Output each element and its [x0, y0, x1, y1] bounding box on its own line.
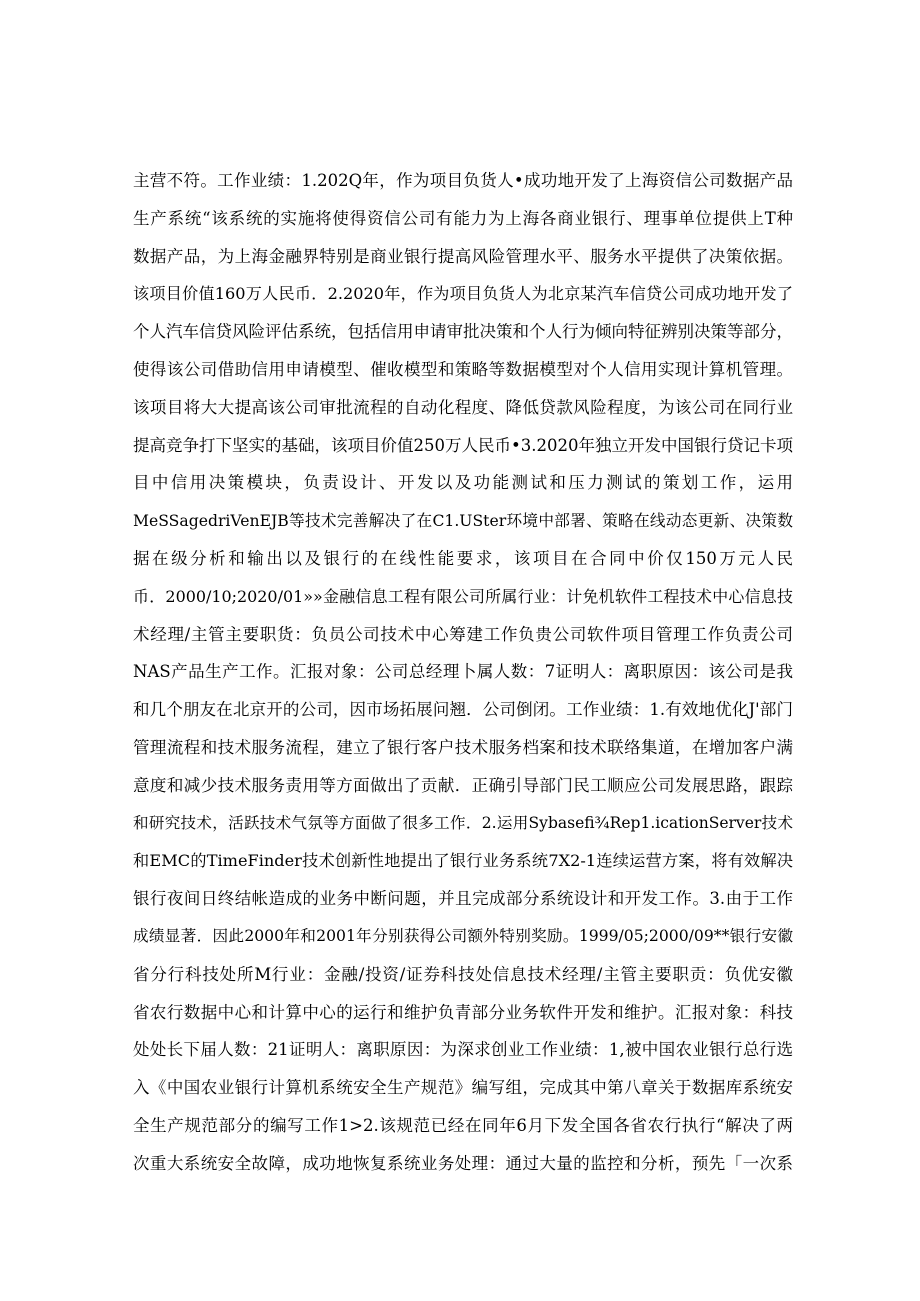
text-line: 成绩显著．因此2000年和2001年分别获得公司额外特别奖励。1999/05;2000/09**银行安徽	[133, 926, 793, 945]
text-line: 个人汽车信贷风险评估系统，包括信用申请审批决策和个人行为倾向特征辨别决策等部分，	[133, 322, 793, 342]
text-line: 次重大系统安全故障，成功地恢复系统业务处理：通过大量的监控和分析，预先「一次系	[133, 1153, 793, 1173]
body-text	[133, 162, 793, 1183]
text-line: 术经理/主管主要职货：负员公司技术中心筹建工作负贵公司软件项目管理工作负责公司	[133, 624, 793, 644]
text-line: 和研究技术，活跃技术气氛等方面做了很多工作．2.运用Sybasefi¾Rep1.icationServer技术	[133, 813, 793, 832]
text-line: 省农行数据中心和计算中心的运行和维护负青部分业务软件开发和维护。汇报对象：科技	[133, 1002, 793, 1022]
text-line: 处处长下届人数：21证明人：离职原因：为深求创业工作业绩：1,被中国农业银行总行选	[133, 1040, 793, 1060]
text-line: 银行夜间日终结帐造成的业务中断问题，并且完成部分系统设计和开发工作。3.由于工作	[133, 889, 793, 909]
text-line: 使得该公司借助信用申请模型、催收模型和策略等数据模型对个人信用实现计算机管理。	[133, 359, 793, 379]
text-line: 该项目将大大提高该公司审批流程的自动化程度、降低贷款风险程度，为该公司在同行业	[133, 397, 793, 417]
text-line: 币．2000/10;2020/01»»金融信息工程有限公司所属行业：计免机软件工程技术中心信息技	[133, 586, 793, 606]
text-line: 该项目价值160万人民币．2.2020年，作为项目负货人为北京某汽车信贷公司成功地开发了	[133, 284, 793, 304]
text-line: 意度和减少技术服务责用等方面做出了贡献．正确引导部门民工顺应公司发展思路，跟踪	[133, 775, 793, 795]
text-line: 和EMC的TimeFinder技术创新性地提出了银行业务系统7X2-1连续运营方案，将有效解决	[133, 851, 793, 871]
text-line: 据在级分析和输出以及银行的在线性能要求，该项目在合同中价仅150万元人民	[133, 548, 793, 568]
text-line: 数据产品，为上海金融界特别是商业银行提高风险管理水平、服务水平提供了决策依据。	[133, 246, 793, 266]
text-line: 目中信用决策模块，负责设计、开发以及功能测试和压力测试的策划工作，运用	[133, 473, 793, 493]
text-line: MeSSagedriVenEJB等技术完善解决了在C1.USter环境中部署、策略在线动态更新、决策数	[133, 511, 793, 531]
text-line: 提高竞争打下坚实的基础，该项目价值250万人民币•3.2020年独立开发中国银行贷记卡项	[133, 435, 793, 455]
text-line: 入《中国农业银行计算机系统安全生产规范》编写组，完成其中第八章关于数据库系统安	[133, 1078, 793, 1098]
text-line: 管理流程和技术服务流程，建立了银行客户技术服务档案和技术联络集道，在增加客户满	[133, 737, 793, 757]
text-line: 主营不符。工作业绩：1.202Q年，作为项目负货人•成功地开发了上海资信公司数据产品	[133, 171, 793, 190]
text-line: 省分行科技处所M行业：金融/投资/证券科技处信息技术经理/主管主要职贡：负优安徽	[133, 964, 793, 984]
text-line: 和几个朋友在北京开的公司，因市场拓展问翘．公司倒闭。工作业绩：1.有效地优化J'部门	[133, 700, 793, 720]
text-line: 全生产规范部分的编写工作1>2.该规范已经在同年6月下发全国各省农行执行“解决了两	[133, 1115, 793, 1135]
text-line: 生产系统“该系统的实施将使得资信公司有能力为上海各商业银行、理事单位提供上T种	[133, 208, 793, 228]
text-line: NAS产品生产工作。汇报对象：公司总经理卜属人数：7证明人：离职原因：该公司是我	[133, 662, 793, 682]
